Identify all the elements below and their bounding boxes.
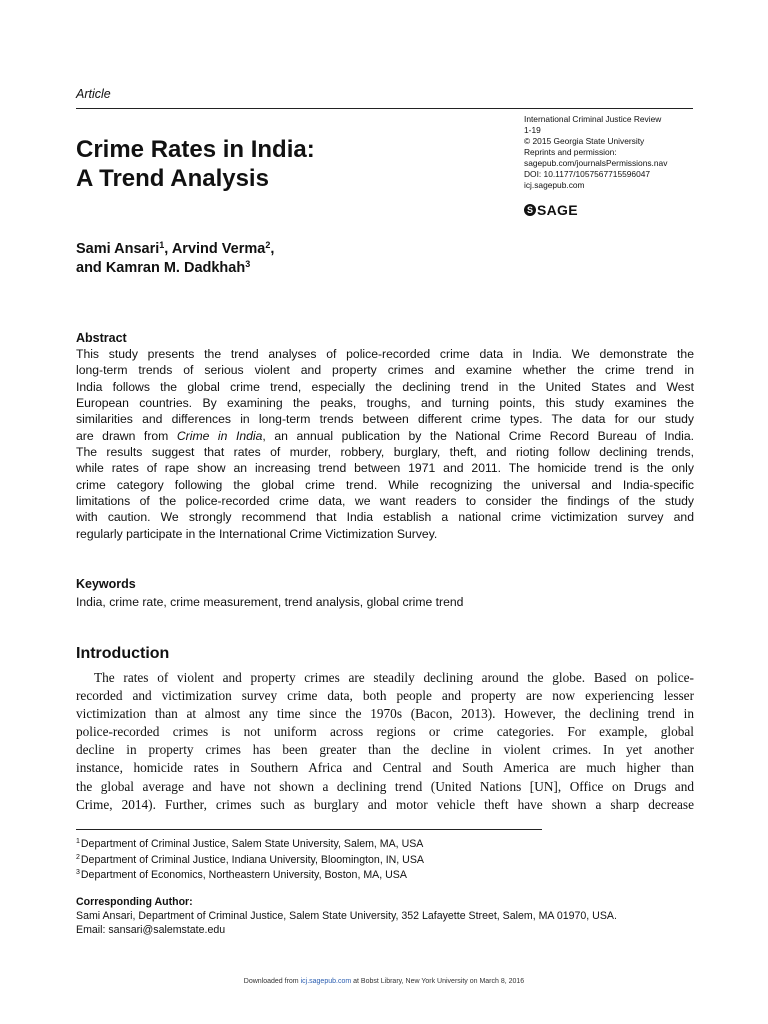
author-conjunction: and [76,260,106,276]
keywords-heading: Keywords [76,577,136,591]
paper-title [76,135,506,193]
footnote-marker: 3 [76,869,80,876]
abstract-line: with caution. We strongly recommend that India establish a national crime victimization survey and [76,510,694,525]
author-line-1: Sami Ansari$^1$, Arvind Verma$^2$, [76,240,275,257]
corresponding-author-heading: Corresponding Author: [76,896,193,908]
intro-line: instance, homicide rates in Southern Africa and Central and South America are much higher than [76,760,694,776]
reprints-url[interactable]: sagepub.com/journalsPermissions.nav [524,158,668,168]
sage-logo [524,202,578,218]
copyright: © 2015 Georgia State University [524,136,645,146]
abstract-line: India follows the global crime trend, especially the declining trend in the United States and West [76,379,694,394]
author-name: Arvind Verma [171,241,266,257]
footnote-text: Department of Criminal Justice, Indiana University, Bloomington, IN, USA [80,853,424,866]
affiliation-marker: 1 [159,240,165,250]
abstract-line: crime category following the global crime trend. While recognizing the universal and India-specific [76,477,694,492]
footnote [76,837,424,853]
author-name: Kamran M. Dadkhah [105,260,246,276]
author-line-2 [76,259,576,278]
footnote-text: Department of Criminal Justice, Salem State University, Salem, MA, USA [80,838,424,850]
intro-line: Crime, 2014). Further, crimes such as burglary and motor vehicle theft have shown a sharp decrease [76,796,694,812]
abstract-line: regularly participate in the International Crime Victimization Survey. [76,526,438,541]
footnote [76,868,424,884]
corresponding-author-details [76,909,617,937]
reprints-label: Reprints and permission: [524,147,617,157]
abstract-line: This study presents the trend analyses of police-recorded crime data in India. We demonstrate the [76,347,694,361]
keywords-text: India, crime rate, crime measurement, trend analysis, global crime trend [76,595,464,609]
journal-info [524,114,744,191]
affiliation-marker: 2 [265,240,271,250]
journal-site[interactable]: icj.sagepub.com [524,180,585,190]
intro-line: police-recorded crimes is not uniform across regions or crime categories. For example, global [76,724,694,740]
corresponding-address: Sami Ansari, Department of Criminal Justice, Salem State University, 352 Lafayette Street, Salem, MA 01970, USA. [76,910,617,922]
intro-line: recorded and victimization survey crime data, both people and property are now experiencing lesser [76,688,694,704]
footnote [76,853,424,869]
affiliation-marker: 3 [245,259,251,269]
abstract-heading: Abstract [76,331,127,345]
abstract-text [76,346,694,542]
abstract-line: while rates of rape show an increasing trend between 1971 and 2011. The homicide trend is the only [76,461,694,476]
abstract-line: The results suggest that rates of murder, robbery, burglary, theft, and rioting follow declining trends, [76,445,694,460]
corresponding-email[interactable]: Email: sansari@salemstate.edu [76,924,226,936]
abstract-line: limitations of the police-recorded crime data, we want readers to consider the findings of the study [76,494,694,509]
author-name: Sami Ansari [76,241,160,257]
introduction-text [76,669,694,814]
header-rule [76,108,693,109]
abstract-line: long-term trends of serious violent and property crimes and examine whether the crime trend in [76,363,694,378]
abstract-line: European countries. By examining the peaks, troughs, and turning points, this study examines the [76,396,694,411]
title-line-1: Crime Rates in India: [76,136,315,163]
author-list [76,240,576,278]
footnote-marker: 2 [76,853,80,861]
abstract-text-run: , an annual publication by the National Crime Record Bureau of India. [262,428,695,443]
intro-line: victimization than at almost any time since the 1970s (Bacon, 2013). However, the declining trend in [76,706,694,722]
article-type-label: Article [76,87,111,101]
footnote-rule [76,829,542,830]
download-prefix: Downloaded from [243,978,301,985]
abstract-line: similarities and differences in long-term trends between different crime types. The data for our study [76,412,694,427]
intro-line: the global average and have not shown a declining trend (United Nations [UN], Office on Drugs and [76,778,694,794]
download-notice [0,978,768,985]
introduction-heading: Introduction [76,645,170,662]
affiliation-footnotes [76,837,424,884]
footnote-text: Department of Economics, Northeastern University, Boston, MA, USA [80,869,407,881]
sage-logo-icon: S [524,204,536,216]
abstract-line [76,428,694,444]
download-link[interactable]: icj.sagepub.com [300,978,352,985]
download-suffix: at Bobst Library, New York University on March 8, 2016 [351,978,525,985]
title-line-2: A Trend Analysis [76,165,269,192]
doi[interactable]: DOI: 10.1177/1057567715596047 [524,169,651,179]
intro-line: decline in property crimes has been greater than the decline in violent crimes. In yet another [76,742,694,758]
footnote-marker: 1 [76,838,80,845]
sage-logo-text: SAGE [537,202,578,218]
page-range: 1-19 [524,125,541,135]
publication-title: Crime in India [176,428,263,443]
journal-name: International Criminal Justice Review [524,114,662,124]
abstract-text-run: are drawn from [76,428,177,443]
intro-line: The rates of violent and property crimes are steadily declining around the globe. Based on police- [94,670,694,685]
